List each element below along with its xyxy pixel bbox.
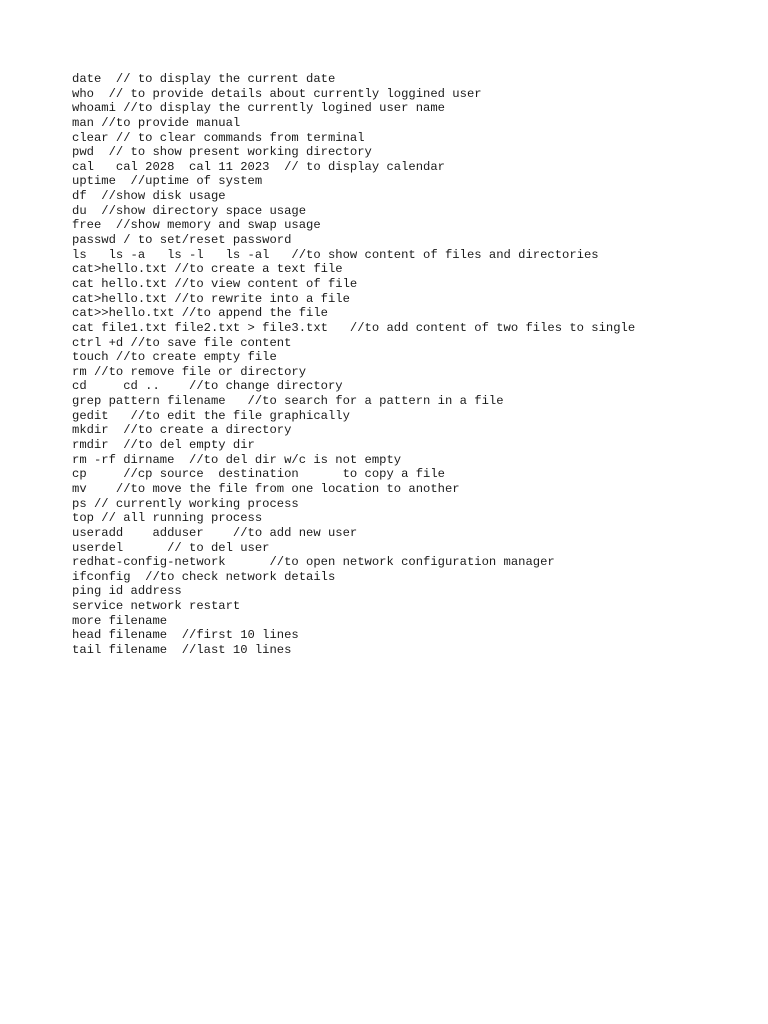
- text-line: ifconfig //to check network details: [72, 569, 336, 584]
- command-notes-text: [72, 72, 635, 658]
- text-line: man //to provide manual: [72, 115, 241, 130]
- text-line: gedit //to edit the file graphically: [72, 408, 350, 423]
- text-line: grep pattern filename //to search for a pattern in a file: [72, 394, 504, 409]
- text-line: whoami //to display the currently logined user name: [72, 101, 445, 116]
- text-line: rm //to remove file or directory: [72, 364, 307, 379]
- text-line: cd cd .. //to change directory: [72, 379, 343, 394]
- text-line: redhat-config-network //to open network configuration manager: [72, 555, 555, 570]
- text-line: top // all running process: [72, 511, 263, 526]
- text-line: rmdir //to del empty dir: [72, 438, 255, 453]
- text-line: service network restart: [72, 599, 241, 614]
- text-line: useradd adduser //to add new user: [72, 525, 358, 540]
- text-line: mkdir //to create a directory: [72, 423, 292, 438]
- text-line: ping id address: [72, 584, 182, 599]
- text-line: more filename: [72, 613, 168, 628]
- text-line: du //show directory space usage: [72, 203, 307, 218]
- text-line: clear // to clear commands from terminal: [72, 130, 365, 145]
- text-line: mv //to move the file from one location to another: [72, 481, 460, 496]
- text-line: cat>>hello.txt //to append the file: [72, 306, 328, 321]
- text-line: cat hello.txt //to view content of file: [72, 276, 358, 291]
- text-line: cat>hello.txt //to create a text file: [72, 262, 343, 277]
- text-line: cal cal 2028 cal 11 2023 // to display calendar: [72, 159, 445, 174]
- text-line: tail filename //last 10 lines: [72, 642, 292, 657]
- text-line: uptime //uptime of system: [72, 174, 263, 189]
- text-line: df //show disk usage: [72, 189, 226, 204]
- text-line: ctrl +d //to save file content: [72, 335, 292, 350]
- text-line: rm -rf dirname //to del dir w/c is not empty: [72, 452, 402, 467]
- text-line: cat file1.txt file2.txt > file3.txt //to add content of two files to single: [72, 320, 636, 335]
- text-line: cat>hello.txt //to rewrite into a file: [72, 291, 350, 306]
- text-line: userdel // to del user: [72, 540, 270, 555]
- text-line: date // to display the current date: [72, 72, 336, 86]
- text-line: free //show memory and swap usage: [72, 218, 321, 233]
- text-line: passwd / to set/reset password: [72, 233, 292, 248]
- text-line: ps // currently working process: [72, 496, 299, 511]
- text-line: who // to provide details about currently loggined user: [72, 86, 482, 101]
- text-line: cp //cp source destination to copy a file: [72, 467, 445, 482]
- text-line: touch //to create empty file: [72, 350, 277, 365]
- text-line: pwd // to show present working directory: [72, 145, 372, 160]
- text-line: head filename //first 10 lines: [72, 628, 299, 643]
- text-line: ls ls -a ls -l ls -al //to show content of files and directories: [72, 247, 599, 262]
